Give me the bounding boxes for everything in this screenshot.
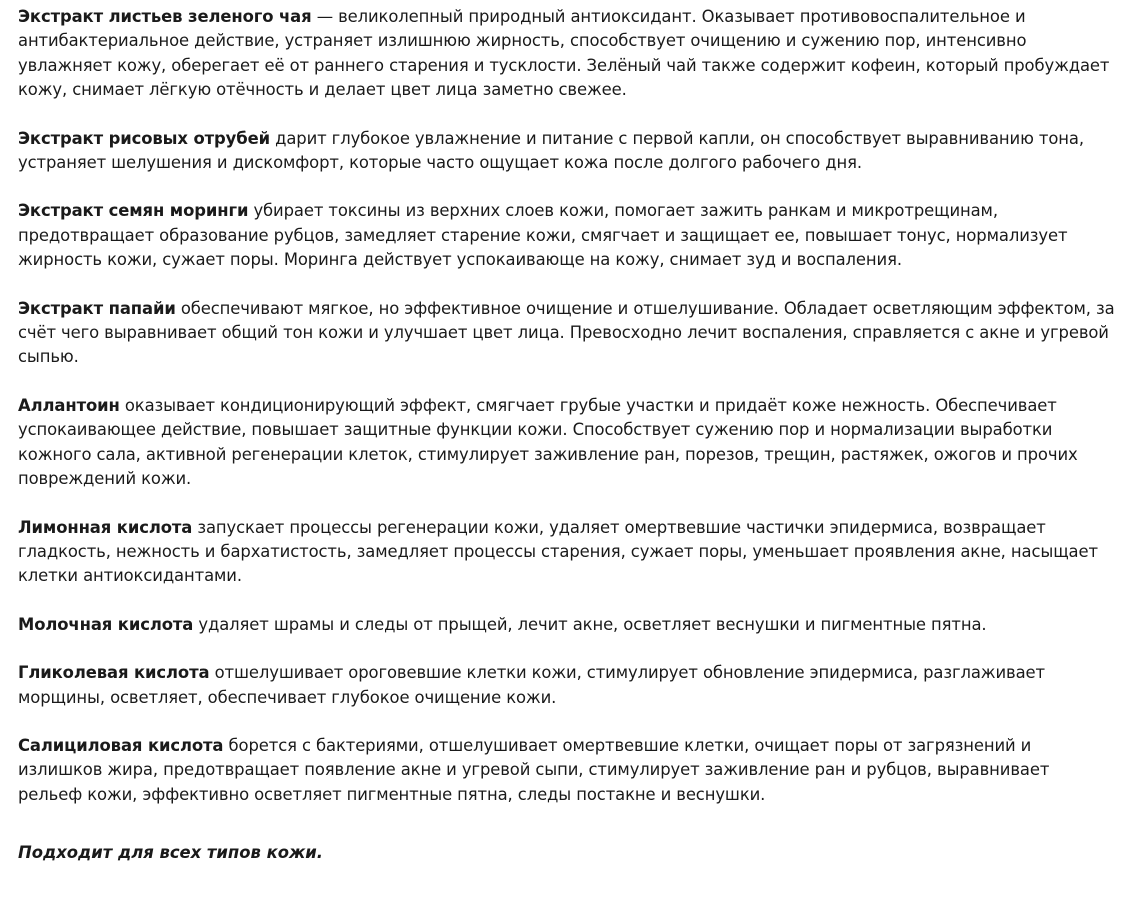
ingredient-term: Лимонная кислота	[18, 517, 193, 537]
ingredient-term: Экстракт листьев зеленого чая	[18, 7, 312, 26]
skin-type-note: Подходит для всех типов кожи.	[18, 843, 323, 863]
ingredient-term: Молочная кислота	[18, 614, 194, 634]
ingredient-term: Экстракт семян моринги	[18, 201, 249, 221]
ingredient-green-tea	[18, 5, 1117, 103]
ingredient-salicylic-acid	[18, 734, 1117, 807]
ingredient-description: убирает токсины из верхних слоев кожи, помогает зажить ранкам и микротрещинам, предотвращает образование рубцов, замедляет старение кожи, смягчает и защищает ее, повышает тонус, нормализует жирность кожи, сужает поры. Моринга действует успокаивающе на кожу, снимает зуд и воспаления.	[18, 201, 1068, 270]
ingredient-papaya	[18, 297, 1117, 370]
ingredient-term: Экстракт рисовых отрубей	[18, 128, 270, 148]
ingredient-moringa	[18, 199, 1117, 272]
ingredient-description: дарит глубокое увлажнение и питание с первой капли, он способствует выравниванию тона, устраняет шелушения и дискомфорт, которые часто ощущает кожа после долгого рабочего дня.	[18, 128, 1084, 173]
ingredient-allantoin	[18, 394, 1117, 492]
ingredient-citric-acid	[18, 516, 1117, 589]
ingredient-term: Аллантоин	[18, 395, 120, 415]
ingredient-term: Гликолевая кислота	[18, 663, 210, 683]
ingredient-term: Экстракт папайи	[18, 298, 176, 318]
ingredient-term: Салициловая кислота	[18, 735, 224, 755]
ingredient-description: удаляет шрамы и следы от прыщей, лечит акне, осветляет веснушки и пигментные пятна.	[193, 614, 987, 634]
ingredient-lactic-acid	[18, 613, 1117, 637]
ingredient-description: борется с бактериями, отшелушивает омертвевшие клетки, очищает поры от загрязнений и излишков жира, предотвращает появление акне и угревой сыпи, стимулирует заживление ран и рубцов, выравнивает рельеф кожи, эффективно осветляет пигментные пятна, следы постакне и веснушки.	[18, 735, 1050, 804]
ingredient-description: обеспечивают мягкое, но эффективное очищение и отшелушивание. Обладает осветляющим эффектом, за счёт чего выравнивает общий тон кожи и улучшает цвет лица. Превосходно лечит воспаления, справляется с акне и угревой сыпью.	[18, 298, 1115, 367]
ingredient-description: запускает процессы регенерации кожи, удаляет омертвевшие частички эпидермиса, возвращает гладкость, нежность и бархатистость, замедляет процессы старения, сужает поры, уменьшает проявления акне, насыщает клетки антиоксидантами.	[18, 517, 1098, 586]
ingredient-rice-bran	[18, 127, 1117, 176]
ingredient-glycolic-acid	[18, 661, 1117, 710]
ingredient-description: — великолепный природный антиоксидант. Оказывает противовоспалительное и антибактериальное действие, устраняет излишнюю жирность, способствует очищению и сужению пор, интенсивно увлажняет кожу, оберегает её от раннего старения и тусклости. Зелёный чай также содержит кофеин, который пробуждает кожу, снимает лёгкую отёчность и делает цвет лица заметно свежее.	[18, 7, 1110, 100]
ingredient-description: оказывает кондиционирующий эффект, смягчает грубые участки и придаёт коже нежность. Обеспечивает успокаивающее действие, повышает защитные функции кожи. Способствует сужению пор и нормализации выработки кожного сала, активной регенерации клеток, стимулирует заживление ран, порезов, трещин, растяжек, ожогов и прочих повреждений кожи.	[18, 395, 1078, 489]
ingredient-description: отшелушивает ороговевшие клетки кожи, стимулирует обновление эпидермиса, разглаживает морщины, осветляет, обеспечивает глубокое очищение кожи.	[18, 663, 1045, 707]
